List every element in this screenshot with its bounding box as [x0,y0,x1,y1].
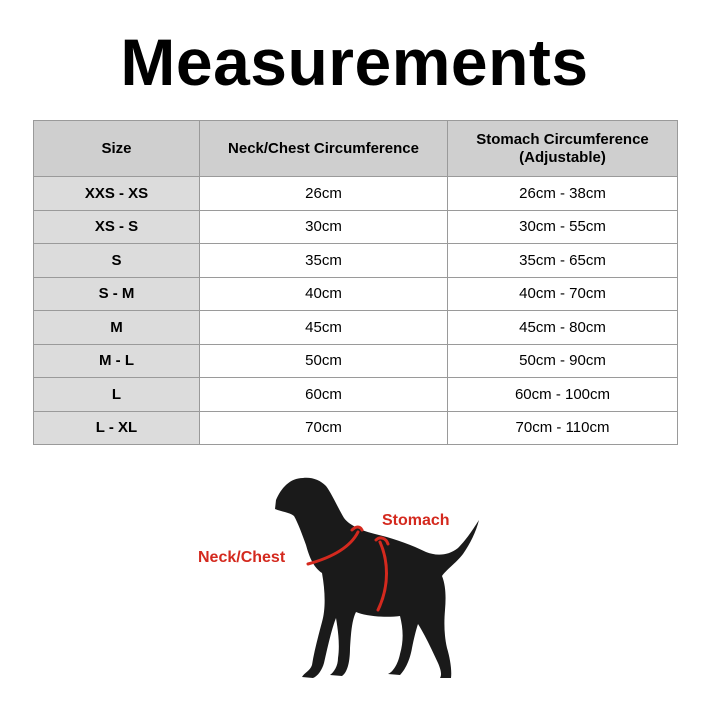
neck-chest-cell: 26cm [200,177,448,211]
table-row [34,344,678,378]
table-row [34,311,678,345]
table-row [34,378,678,412]
size-cell: S [34,244,200,278]
stomach-cell: 35cm - 65cm [448,244,678,278]
table-header-row [34,121,678,177]
size-cell: L [34,378,200,412]
size-cell: L - XL [34,411,200,445]
neck-chest-cell: 45cm [200,311,448,345]
size-cell: M [34,311,200,345]
neck-chest-cell: 30cm [200,210,448,244]
dog-measurement-figure [0,460,709,709]
dog-silhouette-icon [0,460,709,709]
neck-chest-cell: 35cm [200,244,448,278]
header-size: Size [34,121,200,177]
header-neck-chest: Neck/Chest Circumference [200,121,448,177]
table-row [34,277,678,311]
page-title: Measurements [120,25,589,99]
table-row [34,210,678,244]
header-stomach [448,121,678,177]
stomach-cell: 30cm - 55cm [448,210,678,244]
stomach-cell: 70cm - 110cm [448,411,678,445]
header-stomach-line1: Stomach Circumference [476,130,649,148]
size-cell: S - M [34,277,200,311]
stomach-cell: 60cm - 100cm [448,378,678,412]
size-cell: XXS - XS [34,177,200,211]
neck-chest-cell: 60cm [200,378,448,412]
table-row [34,244,678,278]
stomach-cell: 40cm - 70cm [448,277,678,311]
header-stomach-line2: (Adjustable) [519,148,606,166]
size-cell: M - L [34,344,200,378]
neck-chest-cell: 70cm [200,411,448,445]
size-cell: XS - S [34,210,200,244]
stomach-cell: 26cm - 38cm [448,177,678,211]
stomach-cell: 45cm - 80cm [448,311,678,345]
dog-body [275,478,479,678]
neck-chest-cell: 40cm [200,277,448,311]
table-row [34,177,678,211]
table-row [34,411,678,445]
neck-chest-cell: 50cm [200,344,448,378]
neck-chest-label: Neck/Chest [198,549,286,566]
stomach-label: Stomach [382,512,450,529]
measurements-table [33,120,678,445]
stomach-cell: 50cm - 90cm [448,344,678,378]
